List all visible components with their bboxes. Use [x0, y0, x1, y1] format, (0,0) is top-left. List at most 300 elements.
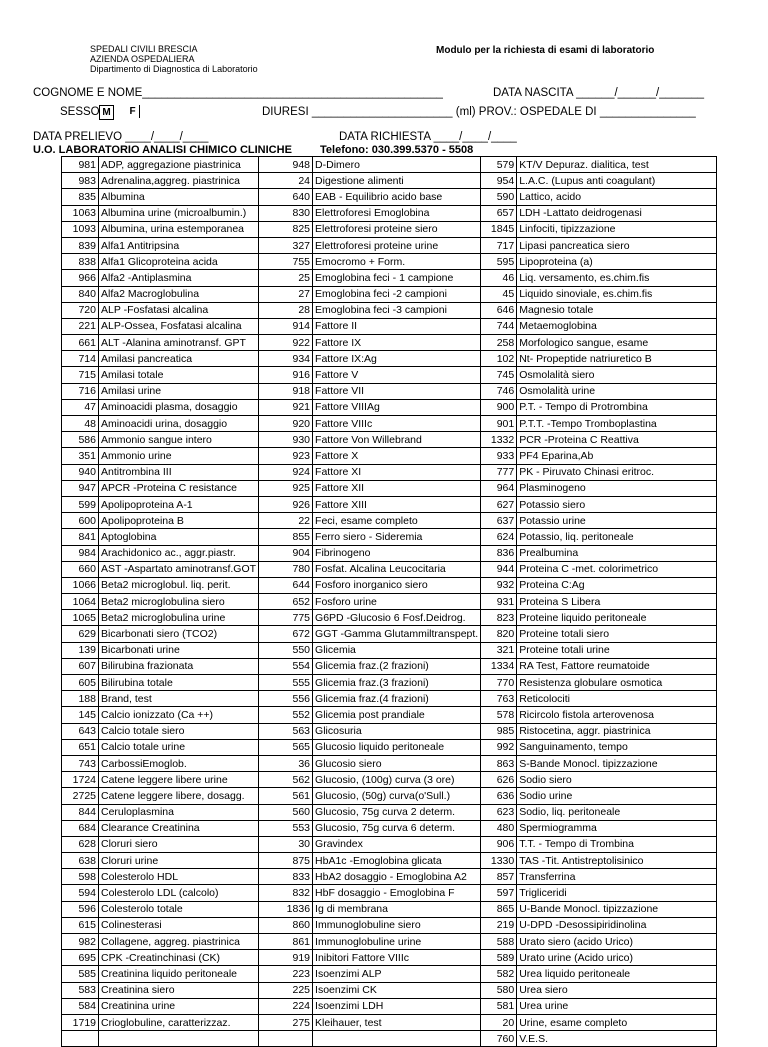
- exam-code-checkbox-cell[interactable]: 550: [259, 642, 313, 658]
- exam-row: [62, 318, 717, 334]
- exam-name-cell: Nt- Propeptide natriuretico B: [517, 351, 717, 367]
- exam-name-cell: Bicarbonati urine: [99, 642, 259, 658]
- exam-name-cell: Creatinina urine: [99, 998, 259, 1014]
- exam-code-checkbox-cell[interactable]: 30: [259, 836, 313, 852]
- exam-row: [62, 626, 717, 642]
- exam-code-checkbox-cell[interactable]: [259, 1031, 313, 1047]
- exam-row: [62, 934, 717, 950]
- exam-code-checkbox-cell[interactable]: 832: [259, 885, 313, 901]
- exam-name-cell: Ig di membrana: [313, 901, 481, 917]
- exam-name-cell: Urine, esame completo: [517, 1014, 717, 1030]
- exam-code-checkbox-cell[interactable]: 760: [481, 1031, 517, 1047]
- exam-name-cell: Ceruloplasmina: [99, 804, 259, 820]
- exam-code-checkbox-cell[interactable]: 865: [481, 901, 517, 917]
- exam-name-cell: Feci, esame completo: [313, 513, 481, 529]
- exam-row: [62, 448, 717, 464]
- exam-code-checkbox-cell[interactable]: 646: [481, 302, 517, 318]
- exam-code-checkbox-cell[interactable]: 561: [259, 788, 313, 804]
- exam-name-cell: Immunoglobuline siero: [313, 917, 481, 933]
- exam-code-checkbox-cell[interactable]: 47: [62, 399, 99, 415]
- exam-name-cell: Fibrinogeno: [313, 545, 481, 561]
- exam-code-checkbox-cell[interactable]: 22: [259, 513, 313, 529]
- org-line-1: SPEDALI CIVILI BRESCIA: [90, 44, 198, 54]
- exam-code-checkbox-cell[interactable]: 857: [481, 869, 517, 885]
- exam-code-checkbox-cell[interactable]: 636: [481, 788, 517, 804]
- exam-name-cell: Urea siero: [517, 982, 717, 998]
- exam-code-checkbox-cell[interactable]: 583: [62, 982, 99, 998]
- exam-code-checkbox-cell[interactable]: 598: [62, 869, 99, 885]
- exam-code-checkbox-cell[interactable]: 660: [62, 561, 99, 577]
- exam-name-cell: Glucosio, 75g curva 6 determ.: [313, 820, 481, 836]
- exam-name-cell: Cloruri urine: [99, 853, 259, 869]
- exam-code-checkbox-cell[interactable]: 1724: [62, 772, 99, 788]
- exam-code-checkbox-cell[interactable]: 825: [259, 221, 313, 237]
- exam-code-checkbox-cell[interactable]: 219: [481, 917, 517, 933]
- exam-code-checkbox-cell[interactable]: 926: [259, 496, 313, 512]
- exam-name-cell: Elettroforesi proteine siero: [313, 221, 481, 237]
- exam-code-checkbox-cell[interactable]: 188: [62, 691, 99, 707]
- exam-code-checkbox-cell[interactable]: 922: [259, 335, 313, 351]
- exam-code-checkbox-cell[interactable]: 1063: [62, 205, 99, 221]
- exam-code-checkbox-cell[interactable]: 224: [259, 998, 313, 1014]
- exam-row: [62, 545, 717, 561]
- patient-name-line: _______________________________________________: [142, 87, 443, 99]
- exam-code-checkbox-cell[interactable]: 932: [481, 577, 517, 593]
- exam-code-checkbox-cell[interactable]: 27: [259, 286, 313, 302]
- exam-name-cell: Kleihauer, test: [313, 1014, 481, 1030]
- exam-code-checkbox-cell[interactable]: 580: [481, 982, 517, 998]
- exam-code-checkbox-cell[interactable]: 46: [481, 270, 517, 286]
- exam-code-checkbox-cell[interactable]: 36: [259, 755, 313, 771]
- exam-code-checkbox-cell[interactable]: 1065: [62, 610, 99, 626]
- request-date-field[interactable]: [339, 131, 517, 143]
- exam-row: [62, 901, 717, 917]
- exam-row: [62, 675, 717, 691]
- exam-name-cell: Digestione alimenti: [313, 173, 481, 189]
- exam-code-checkbox-cell[interactable]: 563: [259, 723, 313, 739]
- exam-code-checkbox-cell[interactable]: 48: [62, 416, 99, 432]
- exam-code-checkbox-cell[interactable]: 900: [481, 399, 517, 415]
- exam-name-cell: Fosforo inorganico siero: [313, 577, 481, 593]
- exam-name-cell: Alfa1 Antitripsina: [99, 237, 259, 253]
- exam-name-cell: Catene leggere libere, dosagg.: [99, 788, 259, 804]
- exam-row: [62, 221, 717, 237]
- exam-name-cell: Glucosio, 75g curva 2 determ.: [313, 804, 481, 820]
- exam-name-cell: Aminoacidi plasma, dosaggio: [99, 399, 259, 415]
- diuresis-field[interactable]: [262, 106, 696, 118]
- exam-code-checkbox-cell[interactable]: 1332: [481, 432, 517, 448]
- exam-code-checkbox-cell[interactable]: 720: [62, 302, 99, 318]
- exam-code-checkbox-cell[interactable]: 644: [259, 577, 313, 593]
- exam-name-cell: Colesterolo LDL (calcolo): [99, 885, 259, 901]
- exam-code-checkbox-cell[interactable]: 24: [259, 173, 313, 189]
- exam-code-checkbox-cell[interactable]: 589: [481, 950, 517, 966]
- exam-code-checkbox-cell[interactable]: 586: [62, 432, 99, 448]
- exam-code-checkbox-cell[interactable]: 596: [62, 901, 99, 917]
- exam-name-cell: Amilasi pancreatica: [99, 351, 259, 367]
- exam-code-checkbox-cell[interactable]: 585: [62, 966, 99, 982]
- exam-name-cell: Glucosio, (50g) curva(o'Sull.): [313, 788, 481, 804]
- exam-code-checkbox-cell[interactable]: 555: [259, 675, 313, 691]
- exam-name-cell: PK - Piruvato Chinasi eritroc.: [517, 464, 717, 480]
- exam-name-cell: Potassio siero: [517, 496, 717, 512]
- exam-code-checkbox-cell[interactable]: 1330: [481, 853, 517, 869]
- exam-code-checkbox-cell[interactable]: 327: [259, 237, 313, 253]
- exam-row: [62, 820, 717, 836]
- exam-name-cell: Creatinina liquido peritoneale: [99, 966, 259, 982]
- exam-code-checkbox-cell[interactable]: 145: [62, 707, 99, 723]
- exam-name-cell: Glicemia fraz.(2 frazioni): [313, 658, 481, 674]
- exam-name-cell: Fattore VII: [313, 383, 481, 399]
- exam-code-checkbox-cell[interactable]: 744: [481, 318, 517, 334]
- exam-name-cell: Albumina: [99, 189, 259, 205]
- exam-code-checkbox-cell[interactable]: 351: [62, 448, 99, 464]
- exam-code-checkbox-cell[interactable]: 45: [481, 286, 517, 302]
- exam-code-checkbox-cell[interactable]: 1064: [62, 594, 99, 610]
- exam-code-checkbox-cell[interactable]: 745: [481, 367, 517, 383]
- exam-row: [62, 383, 717, 399]
- exam-code-checkbox-cell[interactable]: 553: [259, 820, 313, 836]
- exam-code-checkbox-cell[interactable]: 1066: [62, 577, 99, 593]
- exam-row: [62, 917, 717, 933]
- exam-name-cell: TAS -Tit. Antistreptolisinico: [517, 853, 717, 869]
- exam-row: [62, 464, 717, 480]
- sex-m-checkbox[interactable]: M: [99, 105, 114, 120]
- exam-code-checkbox-cell[interactable]: 562: [259, 772, 313, 788]
- exam-row: [62, 286, 717, 302]
- exam-name-cell: HbF dosaggio - Emoglobina F: [313, 885, 481, 901]
- exam-code-checkbox-cell[interactable]: 629: [62, 626, 99, 642]
- birth-date-field[interactable]: [493, 87, 704, 99]
- exam-code-checkbox-cell[interactable]: 906: [481, 836, 517, 852]
- exam-code-checkbox-cell[interactable]: [62, 1031, 99, 1047]
- exam-code-checkbox-cell[interactable]: 588: [481, 934, 517, 950]
- exam-code-checkbox-cell[interactable]: 835: [62, 189, 99, 205]
- exam-code-checkbox-cell[interactable]: 714: [62, 351, 99, 367]
- exam-code-checkbox-cell[interactable]: 626: [481, 772, 517, 788]
- exam-code-checkbox-cell[interactable]: 861: [259, 934, 313, 950]
- exam-name-cell: Proteine totali siero: [517, 626, 717, 642]
- exam-code-checkbox-cell[interactable]: 321: [481, 642, 517, 658]
- exam-code-checkbox-cell[interactable]: 258: [481, 335, 517, 351]
- exam-code-checkbox-cell[interactable]: 933: [481, 448, 517, 464]
- exam-row: [62, 577, 717, 593]
- exam-code-checkbox-cell[interactable]: 20: [481, 1014, 517, 1030]
- birth-date-line: ______/______/_______: [576, 87, 705, 99]
- exam-code-checkbox-cell[interactable]: 901: [481, 416, 517, 432]
- exam-code-checkbox-cell[interactable]: 221: [62, 318, 99, 334]
- exam-code-checkbox-cell[interactable]: 777: [481, 464, 517, 480]
- exam-code-checkbox-cell[interactable]: 844: [62, 804, 99, 820]
- exam-code-checkbox-cell[interactable]: 651: [62, 739, 99, 755]
- exam-code-checkbox-cell[interactable]: 863: [481, 755, 517, 771]
- exam-code-checkbox-cell[interactable]: 830: [259, 205, 313, 221]
- exam-row: [62, 496, 717, 512]
- exam-name-cell: Beta2 microglobulina siero: [99, 594, 259, 610]
- exam-code-checkbox-cell[interactable]: 480: [481, 820, 517, 836]
- exam-code-checkbox-cell[interactable]: 623: [481, 804, 517, 820]
- exam-code-checkbox-cell[interactable]: 595: [481, 254, 517, 270]
- exam-name-cell: Calcio ionizzato (Ca ++): [99, 707, 259, 723]
- exam-name-cell: Liq. versamento, es.chim.fis: [517, 270, 717, 286]
- exam-code-checkbox-cell[interactable]: 643: [62, 723, 99, 739]
- exam-code-checkbox-cell[interactable]: 982: [62, 934, 99, 950]
- exam-code-checkbox-cell[interactable]: 875: [259, 853, 313, 869]
- exam-code-checkbox-cell[interactable]: 1845: [481, 221, 517, 237]
- exam-row: [62, 335, 717, 351]
- exam-code-checkbox-cell[interactable]: 556: [259, 691, 313, 707]
- exam-code-checkbox-cell[interactable]: 1836: [259, 901, 313, 917]
- exam-row: [62, 480, 717, 496]
- exam-code-checkbox-cell[interactable]: 582: [481, 966, 517, 982]
- exam-row: [62, 723, 717, 739]
- exam-code-checkbox-cell[interactable]: 684: [62, 820, 99, 836]
- exam-code-checkbox-cell[interactable]: 225: [259, 982, 313, 998]
- exam-code-checkbox-cell[interactable]: 2725: [62, 788, 99, 804]
- exam-code-checkbox-cell[interactable]: 984: [62, 545, 99, 561]
- exam-code-checkbox-cell[interactable]: 918: [259, 383, 313, 399]
- exam-code-checkbox-cell[interactable]: 638: [62, 853, 99, 869]
- exam-name-cell: Osmolalità urine: [517, 383, 717, 399]
- exam-row: [62, 1031, 717, 1047]
- exam-name-cell: Urato urine (Acido urico): [517, 950, 717, 966]
- exam-code-checkbox-cell[interactable]: 600: [62, 513, 99, 529]
- sex-label: SESSO: [60, 106, 100, 118]
- exam-name-cell: Brand, test: [99, 691, 259, 707]
- exam-row: [62, 189, 717, 205]
- exam-code-checkbox-cell[interactable]: 916: [259, 367, 313, 383]
- exam-name-cell: Sodio urine: [517, 788, 717, 804]
- exam-name-cell: Ammonio urine: [99, 448, 259, 464]
- exam-name-cell: Proteina C:Ag: [517, 577, 717, 593]
- exam-name-cell: U-Bande Monocl. tipizzazione: [517, 901, 717, 917]
- exam-code-checkbox-cell[interactable]: 605: [62, 675, 99, 691]
- exam-code-checkbox-cell[interactable]: 275: [259, 1014, 313, 1030]
- exam-code-checkbox-cell[interactable]: 599: [62, 496, 99, 512]
- exam-code-checkbox-cell[interactable]: 746: [481, 383, 517, 399]
- exam-name-cell: Trigliceridi: [517, 885, 717, 901]
- exam-code-checkbox-cell[interactable]: 554: [259, 658, 313, 674]
- org-line-3: Dipartimento di Diagnostica di Laboratorio: [90, 64, 258, 74]
- exam-name-cell: Calcio totale siero: [99, 723, 259, 739]
- exam-code-checkbox-cell[interactable]: 838: [62, 254, 99, 270]
- exam-code-checkbox-cell[interactable]: 992: [481, 739, 517, 755]
- exam-code-checkbox-cell[interactable]: 628: [62, 836, 99, 852]
- exam-code-checkbox-cell[interactable]: 672: [259, 626, 313, 642]
- exam-code-checkbox-cell[interactable]: 944: [481, 561, 517, 577]
- exam-code-checkbox-cell[interactable]: 833: [259, 869, 313, 885]
- exam-code-checkbox-cell[interactable]: 615: [62, 917, 99, 933]
- exam-code-checkbox-cell[interactable]: 770: [481, 675, 517, 691]
- exam-name-cell: Apolipoproteina B: [99, 513, 259, 529]
- exam-code-checkbox-cell[interactable]: 780: [259, 561, 313, 577]
- unit-name: U.O. LABORATORIO ANALISI CHIMICO CLINICHE: [33, 144, 292, 156]
- request-date-line: ____/____/____: [433, 131, 517, 143]
- unit-phone: Telefono: 030.399.5370 - 5508: [320, 144, 474, 156]
- sex-f-checkbox[interactable]: F: [126, 105, 140, 118]
- exam-name-cell: Isoenzimi LDH: [313, 998, 481, 1014]
- request-date-label: DATA RICHIESTA: [339, 131, 431, 143]
- exam-name-cell: Emocromo + Form.: [313, 254, 481, 270]
- exam-name-cell: Glicosuria: [313, 723, 481, 739]
- exam-code-checkbox-cell[interactable]: 981: [62, 157, 99, 173]
- exam-name-cell: Spermiogramma: [517, 820, 717, 836]
- exam-code-checkbox-cell[interactable]: 715: [62, 367, 99, 383]
- exam-code-checkbox-cell[interactable]: 624: [481, 529, 517, 545]
- exam-code-checkbox-cell[interactable]: 139: [62, 642, 99, 658]
- exam-name-cell: Colesterolo HDL: [99, 869, 259, 885]
- sample-date-field[interactable]: [33, 131, 208, 143]
- exam-code-checkbox-cell[interactable]: 919: [259, 950, 313, 966]
- exam-code-checkbox-cell[interactable]: 560: [259, 804, 313, 820]
- exam-code-checkbox-cell[interactable]: 823: [481, 610, 517, 626]
- exam-code-checkbox-cell[interactable]: 966: [62, 270, 99, 286]
- exam-code-checkbox-cell[interactable]: 755: [259, 254, 313, 270]
- exam-code-checkbox-cell[interactable]: 923: [259, 448, 313, 464]
- exam-code-checkbox-cell[interactable]: 763: [481, 691, 517, 707]
- exam-code-checkbox-cell[interactable]: 940: [62, 464, 99, 480]
- exam-code-checkbox-cell[interactable]: 1334: [481, 658, 517, 674]
- exam-code-checkbox-cell[interactable]: 652: [259, 594, 313, 610]
- exam-row: [62, 432, 717, 448]
- diuresis-label: DIURESI: [262, 106, 309, 118]
- exam-code-checkbox-cell[interactable]: 904: [259, 545, 313, 561]
- exam-code-checkbox-cell[interactable]: 590: [481, 189, 517, 205]
- exam-code-checkbox-cell[interactable]: 584: [62, 998, 99, 1014]
- exam-name-cell: Transferrina: [517, 869, 717, 885]
- exam-code-checkbox-cell[interactable]: 947: [62, 480, 99, 496]
- exam-name-cell: ALP-Ossea, Fosfatasi alcalina: [99, 318, 259, 334]
- exam-code-checkbox-cell[interactable]: 775: [259, 610, 313, 626]
- exam-name-cell: [99, 1031, 259, 1047]
- exam-row: [62, 998, 717, 1014]
- exam-name-cell: Osmolalità siero: [517, 367, 717, 383]
- exam-name-cell: Glicemia fraz.(3 frazioni): [313, 675, 481, 691]
- exam-name-cell: Bicarbonati siero (TCO2): [99, 626, 259, 642]
- exam-name-cell: Liquido sinoviale, es.chim.fis: [517, 286, 717, 302]
- exam-code-checkbox-cell[interactable]: 855: [259, 529, 313, 545]
- exam-name-cell: Fattore IX:Ag: [313, 351, 481, 367]
- exam-name-cell: Apolipoproteina A-1: [99, 496, 259, 512]
- exam-row: [62, 1014, 717, 1030]
- exam-code-checkbox-cell[interactable]: 820: [481, 626, 517, 642]
- exam-code-checkbox-cell[interactable]: 841: [62, 529, 99, 545]
- exam-row: [62, 594, 717, 610]
- exam-code-checkbox-cell[interactable]: 920: [259, 416, 313, 432]
- exam-code-checkbox-cell[interactable]: 840: [62, 286, 99, 302]
- exam-name-cell: G6PD -Glucosio 6 Fosf.Deidrog.: [313, 610, 481, 626]
- exam-code-checkbox-cell[interactable]: 565: [259, 739, 313, 755]
- exam-code-checkbox-cell[interactable]: 223: [259, 966, 313, 982]
- exam-name-cell: Bilirubina totale: [99, 675, 259, 691]
- exam-code-checkbox-cell[interactable]: 934: [259, 351, 313, 367]
- exam-name-cell: Alfa2 -Antiplasmina: [99, 270, 259, 286]
- exam-name-cell: Lipoproteina (a): [517, 254, 717, 270]
- exam-row: [62, 755, 717, 771]
- exam-code-checkbox-cell[interactable]: 948: [259, 157, 313, 173]
- exam-name-cell: Fattore X: [313, 448, 481, 464]
- exam-name-cell: Proteine totali urine: [517, 642, 717, 658]
- exam-code-checkbox-cell[interactable]: 716: [62, 383, 99, 399]
- exam-code-checkbox-cell[interactable]: 25: [259, 270, 313, 286]
- exam-code-checkbox-cell[interactable]: 860: [259, 917, 313, 933]
- exam-name-cell: Emoglobina feci - 1 campione: [313, 270, 481, 286]
- exam-row: [62, 351, 717, 367]
- exam-name-cell: Glucosio siero: [313, 755, 481, 771]
- exam-row: [62, 885, 717, 901]
- exam-row: [62, 950, 717, 966]
- exam-code-checkbox-cell[interactable]: 637: [481, 513, 517, 529]
- exam-code-checkbox-cell[interactable]: 657: [481, 205, 517, 221]
- exam-code-checkbox-cell[interactable]: 1719: [62, 1014, 99, 1030]
- exam-row: [62, 691, 717, 707]
- exam-code-checkbox-cell[interactable]: 627: [481, 496, 517, 512]
- exam-code-checkbox-cell[interactable]: 743: [62, 755, 99, 771]
- exam-code-checkbox-cell[interactable]: 717: [481, 237, 517, 253]
- exam-code-checkbox-cell[interactable]: 661: [62, 335, 99, 351]
- exam-code-checkbox-cell[interactable]: 578: [481, 707, 517, 723]
- exam-code-checkbox-cell[interactable]: 839: [62, 237, 99, 253]
- exam-code-checkbox-cell[interactable]: 931: [481, 594, 517, 610]
- exam-name-cell: CPK -Creatinchinasi (CK): [99, 950, 259, 966]
- exam-code-checkbox-cell[interactable]: 985: [481, 723, 517, 739]
- exam-name-cell: Lipasi pancreatica siero: [517, 237, 717, 253]
- exam-code-checkbox-cell[interactable]: 954: [481, 173, 517, 189]
- exam-name-cell: GGT -Gamma Glutammiltranspept.: [313, 626, 481, 642]
- exam-name-cell: ALT -Alanina aminotransf. GPT: [99, 335, 259, 351]
- exam-code-checkbox-cell[interactable]: 581: [481, 998, 517, 1014]
- exam-code-checkbox-cell[interactable]: 924: [259, 464, 313, 480]
- exam-name-cell: L.A.C. (Lupus anti coagulant): [517, 173, 717, 189]
- exam-name-cell: Urato siero (acido Urico): [517, 934, 717, 950]
- exam-code-checkbox-cell[interactable]: 925: [259, 480, 313, 496]
- exam-code-checkbox-cell[interactable]: 964: [481, 480, 517, 496]
- exam-name-cell: Fattore VIIIAg: [313, 399, 481, 415]
- exam-code-checkbox-cell[interactable]: 28: [259, 302, 313, 318]
- exam-name-cell: LDH -Lattato deidrogenasi: [517, 205, 717, 221]
- exam-code-checkbox-cell[interactable]: 1093: [62, 221, 99, 237]
- exam-code-checkbox-cell[interactable]: 914: [259, 318, 313, 334]
- exam-code-checkbox-cell[interactable]: 594: [62, 885, 99, 901]
- exam-name-cell: Ferro siero - Sideremia: [313, 529, 481, 545]
- exam-code-checkbox-cell[interactable]: 983: [62, 173, 99, 189]
- exam-name-cell: Proteina C -met. colorimetrico: [517, 561, 717, 577]
- exam-code-checkbox-cell[interactable]: 607: [62, 658, 99, 674]
- exam-name-cell: D-Dimero: [313, 157, 481, 173]
- exam-name-cell: RA Test, Fattore reumatoide: [517, 658, 717, 674]
- exam-name-cell: Ricircolo fistola arterovenosa: [517, 707, 717, 723]
- exam-name-cell: Fattore II: [313, 318, 481, 334]
- exam-code-checkbox-cell[interactable]: 579: [481, 157, 517, 173]
- exam-code-checkbox-cell[interactable]: 597: [481, 885, 517, 901]
- exam-code-checkbox-cell[interactable]: 930: [259, 432, 313, 448]
- exam-name-cell: S-Bande Monocl. tipizzazione: [517, 755, 717, 771]
- exam-name-cell: Urea liquido peritoneale: [517, 966, 717, 982]
- exam-code-checkbox-cell[interactable]: 552: [259, 707, 313, 723]
- exam-code-checkbox-cell[interactable]: 695: [62, 950, 99, 966]
- exam-name-cell: Glicemia post prandiale: [313, 707, 481, 723]
- exam-code-checkbox-cell[interactable]: 640: [259, 189, 313, 205]
- exam-row: [62, 254, 717, 270]
- form-title: Modulo per la richiesta di esami di laboratorio: [436, 45, 655, 56]
- patient-name-field[interactable]: [33, 87, 443, 99]
- birth-date-label: DATA NASCITA: [493, 87, 573, 99]
- exam-row: [62, 982, 717, 998]
- exam-row: [62, 302, 717, 318]
- exam-code-checkbox-cell[interactable]: 836: [481, 545, 517, 561]
- exam-code-checkbox-cell[interactable]: 102: [481, 351, 517, 367]
- exam-code-checkbox-cell[interactable]: 921: [259, 399, 313, 415]
